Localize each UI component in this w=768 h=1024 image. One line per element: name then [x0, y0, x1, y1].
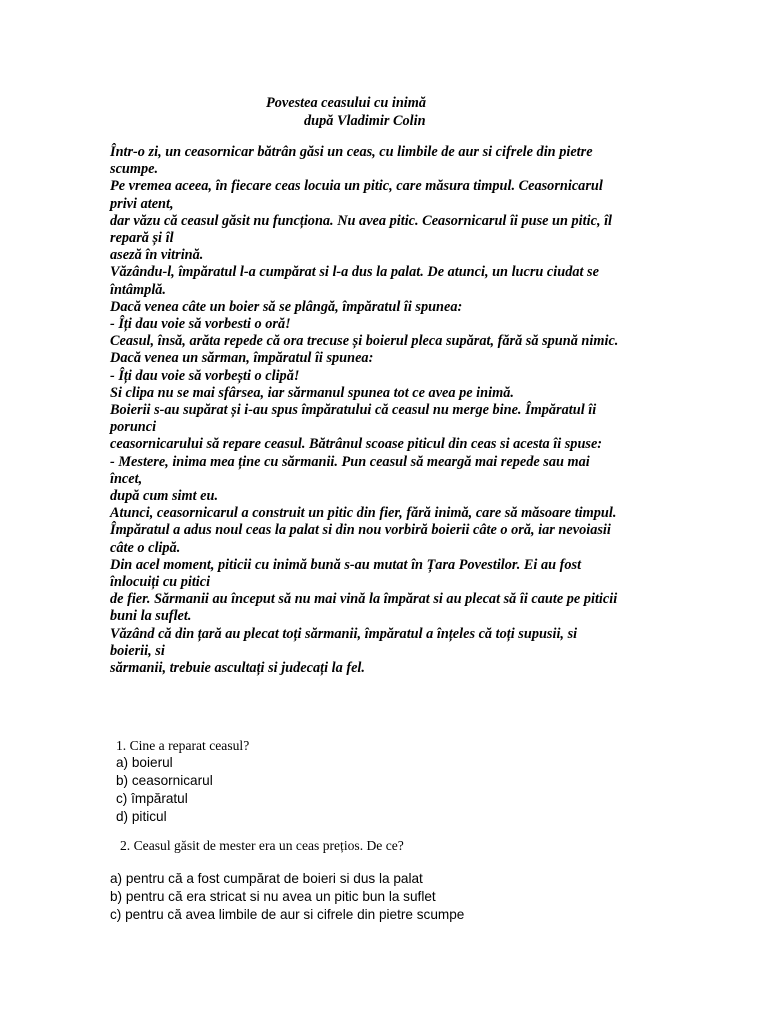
story-line: Văzându-l, împăratul l-a cumpărat si l-a dus la palat. De atunci, un lucru ciudat se [110, 264, 599, 281]
answer-option: b) pentru că era stricat si nu avea un pitic bun la suflet [110, 889, 436, 904]
answer-option: a) boierul [116, 755, 173, 770]
story-line: privi atent, [110, 195, 174, 212]
story-line: după cum simt eu. [110, 488, 219, 505]
question-title: 2. Ceasul găsit de mester era un ceas prețios. De ce? [120, 838, 404, 853]
story-title [266, 94, 586, 130]
story-line: repară și îl [110, 230, 174, 247]
answer-option: c) împăratul [116, 791, 188, 806]
story-line: dar văzu că ceasul găsit nu funcționa. Nu avea pitic. Ceasornicarul îi puse un pitic, îl [110, 212, 613, 229]
story-line: Boierii s-au supărat și i-au spus împăratului că ceasul nu merge bine. Împăratul îi [110, 402, 597, 419]
story-line: - Mestere, inima mea ține cu sărmanii. Pun ceasul să meargă mai repede sau mai [110, 453, 590, 470]
story-line: Într-o zi, un ceasornicar bătrân găsi un ceas, cu limbile de aur si cifrele din pietre [110, 144, 593, 160]
story-line: aseză în vitrină. [110, 247, 204, 264]
story-line: buni la suflet. [110, 608, 192, 625]
story-text [110, 144, 655, 677]
story-line: - Îți dau voie să vorbesti o oră! [110, 316, 291, 333]
answer-option: d) piticul [116, 809, 167, 824]
story-line: Si clipa nu se mai sfârsea, iar sărmanul spunea tot ce avea pe inimă. [110, 384, 514, 401]
story-line: întâmplă. [110, 281, 167, 298]
story-line: Văzând că din țară au plecat toți sărmanii, împăratul a înțeles că toți supusii, si [110, 625, 578, 642]
answer-option: a) pentru că a fost cumpărat de boieri si dus la palat [110, 871, 423, 886]
story-line: Ceasul, însă, arăta repede că ora trecuse și boierul pleca supărat, fără să spună nimic. [110, 333, 619, 350]
story-line: porunci [110, 419, 157, 436]
story-line: câte o clipă. [110, 539, 181, 556]
story-line: Atunci, ceasornicarul a construit un pitic din fier, fără inimă, care să măsoare timpul. [110, 505, 617, 522]
story-line: înlocuiți cu pitici [110, 574, 211, 591]
story-line: Dacă venea un sărman, împăratul îi spunea: [110, 350, 374, 367]
story-line: încet, [110, 470, 143, 487]
story-line: scumpe. [110, 161, 159, 178]
question-1 [110, 737, 670, 826]
story-line: Din acel moment, piticii cu inimă bună s-au mutat în Țara Povestilor. Ei au fost [110, 556, 582, 573]
story-line: Pe vremea aceea, în fiecare ceas locuia un pitic, care măsura timpul. Ceasornicarul [110, 178, 603, 195]
story-line: Împăratul a adus noul ceas la palat si din nou vorbiră boierii câte o oră, iar nevoiasii [110, 522, 611, 539]
author-line: după Vladimir Colin [304, 113, 426, 129]
story-line: de fier. Sărmanii au început să nu mai vină la împărat si au plecat să îi caute pe piticii [110, 591, 618, 608]
story-line: ceasornicarului să repare ceasul. Bătrânul scoase piticul din ceas si acesta îi spuse: [110, 436, 603, 453]
story-line: - Îți dau voie să vorbești o clipă! [110, 367, 300, 384]
story-line: sărmanii, trebuie ascultați si judecați la fel. [110, 660, 365, 677]
title-line: Povestea ceasului cu inimă [266, 95, 427, 111]
question-title: 1. Cine a reparat ceasul? [116, 738, 250, 753]
answer-option: c) pentru că avea limbile de aur si cifrele din pietre scumpe [110, 907, 465, 922]
question-2 [110, 837, 670, 924]
story-line: boierii, si [110, 642, 165, 659]
story-line: Dacă venea câte un boier să se plângă, împăratul îi spunea: [110, 298, 463, 315]
answer-option: b) ceasornicarul [116, 773, 213, 788]
